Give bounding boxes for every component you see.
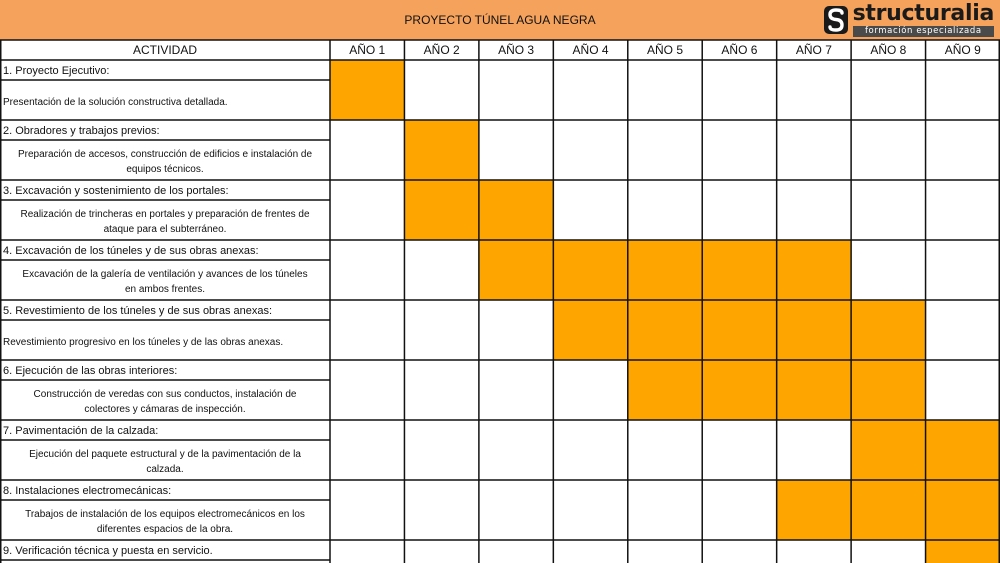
activity-description: Ejecución del paquete estructural y de la pavimentación de la <box>29 449 301 460</box>
activity-name: 3. Excavación y sostenimiento de los portales: <box>3 185 229 197</box>
activity-description: calzada. <box>146 464 184 475</box>
year-header: AÑO 1 <box>349 43 386 57</box>
activity-description: Presentación de la solución constructiva detallada. <box>3 97 228 108</box>
activity-description: ataque para el subterráneo. <box>103 224 227 235</box>
activity-description: Trabajos de instalación de los equipos electromecánicos en los <box>25 509 305 520</box>
activity-description: Revestimiento progresivo en los túneles y de las obras anexas. <box>3 337 284 348</box>
chart-title: PROYECTO TÚNEL AGUA NEGRA <box>404 13 596 27</box>
year-header: AÑO 4 <box>572 43 609 57</box>
structuralia-logo <box>823 3 994 37</box>
activity-name: 6. Ejecución de las obras interiores: <box>3 365 178 377</box>
activity-description: colectores y cámaras de inspección. <box>84 404 246 415</box>
activity-description: Preparación de accesos, construcción de edificios e instalación de <box>17 149 313 160</box>
activity-description: Excavación de la galería de ventilación y avances de los túneles <box>22 269 308 280</box>
activity-name: 5. Revestimiento de los túneles y de sus obras anexas: <box>3 305 273 317</box>
activity-description: Realización de trincheras en portales y preparación de frentes de <box>20 209 310 220</box>
activity-description: diferentes espacios de la obra. <box>96 524 234 535</box>
logo-brand: structuralia <box>852 1 994 26</box>
activity-name: 8. Instalaciones electromecánicas: <box>3 485 172 497</box>
year-header: AÑO 6 <box>721 43 758 57</box>
activity-description: Construcción de veredas con sus conductos, instalación de <box>33 389 297 400</box>
gantt-bar <box>330 60 404 120</box>
activity-name: 4. Excavación de los túneles y de sus obras anexas: <box>3 245 259 257</box>
gantt-bar <box>479 240 851 300</box>
activity-header: ACTIVIDAD <box>132 43 198 57</box>
year-header: AÑO 5 <box>646 43 684 57</box>
structuralia-s-icon <box>823 5 849 35</box>
gantt-bar <box>404 120 478 180</box>
year-header: AÑO 2 <box>423 43 460 57</box>
activity-name: 7. Pavimentación de la calzada: <box>3 425 159 437</box>
year-header: AÑO 9 <box>944 43 981 57</box>
activity-name: 9. Verificación técnica y puesta en servicio. <box>3 545 213 557</box>
logo-tagline: formación especializada <box>853 26 994 37</box>
gantt-bar <box>777 480 1000 540</box>
gantt-bar <box>926 540 1000 563</box>
activity-description: en ambos frentes. <box>124 284 206 295</box>
year-header: AÑO 3 <box>498 43 535 57</box>
activity-name: 2. Obradores y trabajos previos: <box>3 125 160 137</box>
year-header: AÑO 8 <box>870 43 907 57</box>
year-header: AÑO 7 <box>795 43 832 57</box>
activity-name: 1. Proyecto Ejecutivo: <box>3 65 110 77</box>
gantt-bar <box>553 300 925 360</box>
activity-description: equipos técnicos. <box>126 164 204 175</box>
